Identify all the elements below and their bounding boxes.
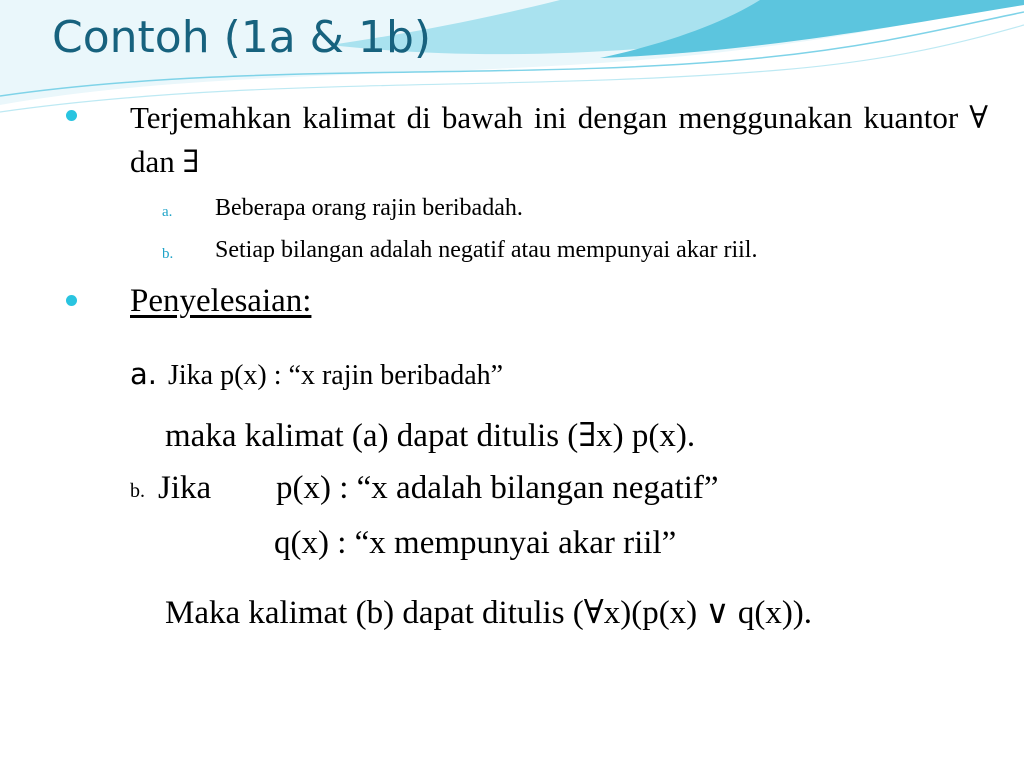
slide-title: Contoh (1a & 1b) xyxy=(52,12,432,63)
bullet-dot-2 xyxy=(66,295,77,306)
subitem-a-marker: a. xyxy=(162,204,173,220)
subitem-a-text: Beberapa orang rajin beribadah. xyxy=(215,195,523,221)
bullet-dot-1 xyxy=(66,110,77,121)
part-b-line3: Maka kalimat (b) dapat ditulis (∀x)(p(x) ∨ q(x)). xyxy=(165,595,813,631)
part-a-line1: Jika p(x) : “x rajin beribadah” xyxy=(168,360,504,391)
part-b-line1: p(x) : “x adalah bilangan negatif” xyxy=(276,470,719,506)
part-b-label: Jika xyxy=(158,470,212,506)
part-a-line2: maka kalimat (a) dapat ditulis (∃x) p(x). xyxy=(165,418,696,454)
subitem-b-marker: b. xyxy=(162,246,174,262)
part-b-line2: q(x) : “x mempunyai akar riil” xyxy=(274,525,677,561)
subitem-b-text: Setiap bilangan adalah negatif atau mempunyai akar riil. xyxy=(215,237,758,263)
bullet-1-text: Terjemahkan kalimat di bawah ini dengan menggunakan kuantor ∀ dan ∃ xyxy=(130,100,988,179)
part-b-marker: b. xyxy=(130,480,145,502)
solution-heading: Penyelesaian: xyxy=(130,283,312,319)
part-a-marker: a. xyxy=(130,357,157,391)
